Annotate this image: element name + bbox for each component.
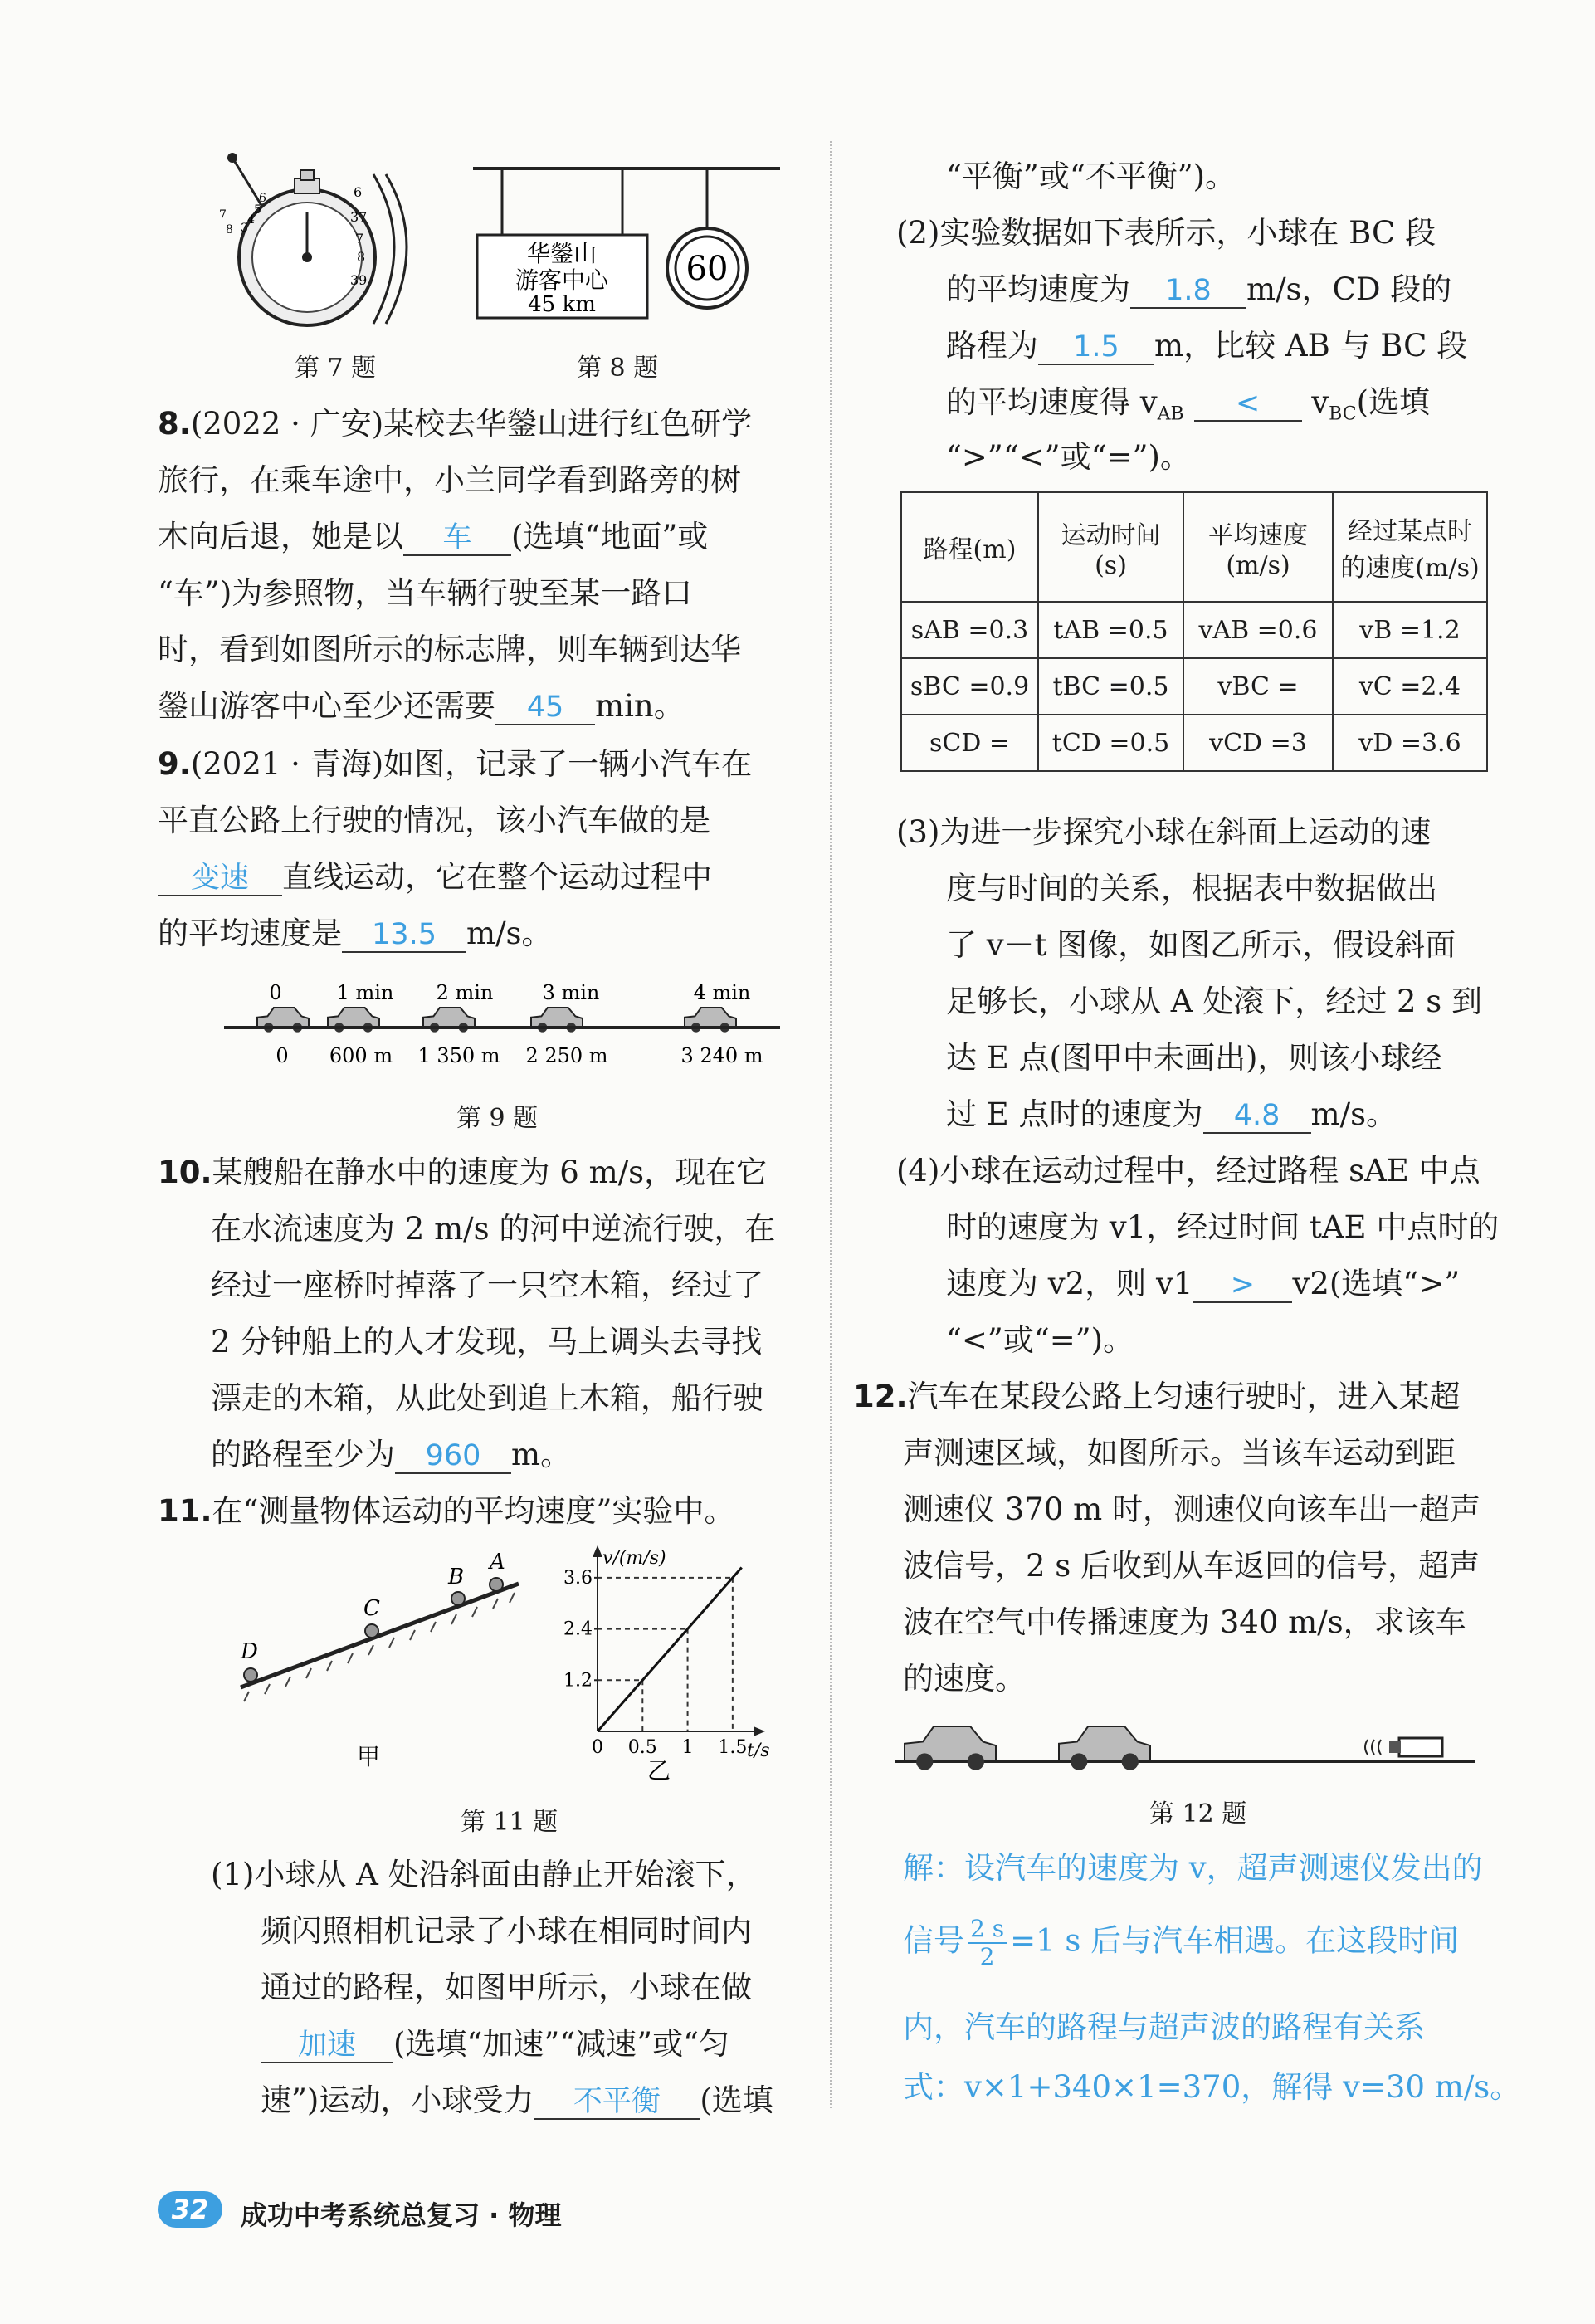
figure-caption-8: 第 8 题	[577, 354, 659, 383]
q10-line6	[211, 1436, 571, 1474]
car-wheel	[1122, 1753, 1139, 1770]
figure-sublabel-yi: 乙	[647, 1757, 671, 1783]
q11-intro	[158, 1492, 734, 1531]
q11-p4-line3	[946, 1265, 1460, 1303]
speed-detector-figure	[895, 1708, 1492, 1775]
q10-line1	[158, 1154, 767, 1192]
solution-line2	[903, 1916, 1459, 1970]
x-tick-label: 0.5	[627, 1737, 657, 1758]
q11-p2-line4	[946, 383, 1430, 433]
q10-line4: 2 分钟船上的人才发现，马上调头去寻找	[211, 1324, 763, 1360]
question-number: 8.	[158, 406, 191, 442]
stopwatch-label: 7	[355, 231, 364, 247]
car-wheel	[916, 1753, 933, 1770]
y-tick-label: 3.6	[563, 1567, 593, 1589]
q8-line2: 旅行，在乘车途中，小兰同学看到路旁的树	[158, 462, 741, 498]
car-body	[531, 1008, 583, 1027]
stopwatch-label: 8	[357, 249, 366, 265]
q11-p1-line4	[261, 2025, 729, 2063]
table-row	[901, 602, 1487, 658]
point-label-a: A	[490, 1550, 505, 1575]
time-label: 4 min	[693, 981, 751, 1004]
table-cell: sBC =0.9	[901, 658, 1038, 715]
q9-line2: 平直公路上行驶的情况，该小汽车做的是	[158, 803, 710, 838]
table-cell: vCD =3	[1183, 715, 1333, 771]
q11-answer-4: 1.5	[1038, 330, 1154, 365]
q11-text: m/s，CD 段的	[1246, 271, 1452, 307]
q8-text: (2022 · 广安)某校去华鎣山进行红色研学	[190, 406, 753, 442]
figure-caption-12: 第 12 题	[1149, 1799, 1247, 1828]
point-label-d: D	[241, 1639, 258, 1664]
stopwatch-figure	[207, 145, 456, 336]
q11-p4-line1: (4)小球在运动过程中，经过路程 sAE 中点	[896, 1153, 1480, 1189]
q12-text: 汽车在某段公路上匀速行驶时，进入某超	[907, 1379, 1461, 1414]
q11-text: (选填“加速”“减速”或“匀	[393, 2026, 730, 2062]
sign-distance: 45 km	[528, 292, 596, 317]
q11-p2-line5: “>”“<”或“=”)。	[946, 439, 1191, 475]
q11-p3-line2: 度与时间的关系，根据表中数据做出	[946, 871, 1437, 906]
q10-text: 某艘船在静水中的速度为 6 m/s，现在它	[212, 1155, 768, 1190]
q8-answer-1: 车	[403, 521, 511, 556]
table-cell: vB =1.2	[1333, 602, 1487, 658]
stopwatch-label: 7	[219, 208, 227, 222]
fraction-denominator: 2	[979, 1943, 995, 1970]
table-cell: vAB =0.6	[1183, 602, 1333, 658]
q11-p1-line6: “平衡”或“不平衡”)。	[946, 159, 1236, 194]
car-body	[423, 1008, 475, 1027]
car-body	[905, 1726, 996, 1761]
question-number: 12.	[853, 1379, 908, 1414]
q9-line3	[158, 858, 712, 896]
q8-line5: 时，看到如图所示的标志牌，则车辆到达华	[158, 632, 741, 667]
experiment-data-table	[900, 491, 1488, 772]
incline-figure	[232, 1542, 548, 1775]
y-axis-arrow	[593, 1545, 602, 1557]
series-line	[598, 1568, 742, 1731]
q11-text: 在“测量物体运动的平均速度”实验中。	[212, 1493, 735, 1529]
q11-text: 过 E 点时的速度为	[946, 1096, 1203, 1132]
q10-line3: 经过一座桥时掉落了一只空木箱，经过了	[211, 1267, 763, 1303]
table-cell: sAB =0.3	[901, 602, 1038, 658]
q9-line1	[158, 745, 752, 784]
distance-label: 0	[276, 1044, 289, 1067]
q10-line5: 漂走的木箱，从此处到追上木箱，船行驶	[211, 1380, 763, 1416]
point-label-c: C	[363, 1596, 380, 1621]
table-cell: vD =3.6	[1333, 715, 1487, 771]
q11-answer-5: <	[1194, 387, 1302, 422]
figure-caption-11: 第 11 题	[461, 1808, 558, 1837]
solution-line1: 解：设汽车的速度为 v，超声测速仪发出的	[903, 1850, 1483, 1886]
car-body	[328, 1008, 379, 1027]
question-number: 9.	[158, 746, 191, 782]
ultrasonic-wave	[1365, 1740, 1381, 1755]
subscript: BC	[1329, 403, 1357, 425]
table-cell: tAB =0.5	[1038, 602, 1183, 658]
q11-text: (选填	[700, 2082, 773, 2118]
q11-p1-line5	[261, 2082, 773, 2120]
time-label: 0	[269, 981, 282, 1004]
q8-line1	[158, 405, 752, 443]
q12-line1	[853, 1378, 1461, 1416]
question-number: 11.	[158, 1493, 212, 1529]
car-timeline-figure	[224, 979, 805, 1087]
q11-p1-line1: (1)小球从 A 处沿斜面由静止开始滚下，	[211, 1857, 757, 1892]
time-label: 1 min	[336, 981, 394, 1004]
y-axis-label: v/(m/s)	[602, 1548, 666, 1569]
q9-text: m/s。	[466, 915, 553, 951]
q11-p2-line1: (2)实验数据如下表所示，小球在 BC 段	[896, 215, 1436, 251]
car-wheel	[1071, 1753, 1087, 1770]
column-divider	[830, 141, 832, 2108]
solution-line3: 内，汽车的路程与超声波的路程有关系	[903, 2009, 1425, 2045]
q11-p4-line4: “<”或“=”)。	[946, 1322, 1134, 1358]
q11-answer-3: 1.8	[1130, 274, 1246, 309]
x-axis-label: t/s	[747, 1741, 770, 1761]
q12-line6: 的速度。	[903, 1661, 1026, 1697]
q8-text: 木向后退，她是以	[158, 519, 403, 554]
x-axis-arrow	[754, 1726, 765, 1736]
q12-line4: 波信号，2 s 后收到从车返回的信号，超声	[903, 1548, 1480, 1584]
time-label: 2 min	[436, 981, 494, 1004]
stopwatch-label: 37	[350, 209, 368, 225]
q10-text: m。	[511, 1437, 572, 1472]
q11-text: 的平均速度为	[946, 271, 1130, 307]
table-header-row	[901, 492, 1487, 602]
stopwatch-label: 6	[354, 184, 363, 200]
solution-line4: 式：v×1+340×1=370，解得 v=30 m/s。	[903, 2069, 1521, 2105]
table-cell: vBC =	[1183, 658, 1333, 715]
stopwatch-label: 5	[254, 203, 261, 217]
table-header-cell: 运动时间 (s)	[1038, 492, 1183, 602]
q9-text: (2021 · 青海)如图，记录了一辆小汽车在	[190, 746, 753, 782]
q11-p1-line2: 频闪照相机记录了小球在相同时间内	[261, 1913, 752, 1949]
car-body	[257, 1008, 309, 1027]
car-body	[685, 1008, 736, 1027]
x-tick-label: 0	[592, 1737, 603, 1758]
stopwatch-label: 3	[241, 222, 248, 235]
q10-line2: 在水流速度为 2 m/s 的河中逆流行驶，在	[211, 1211, 776, 1247]
table-header-cell: 路程(m)	[901, 492, 1038, 602]
q8-line3	[158, 518, 708, 556]
q11-text: 路程为	[946, 328, 1038, 364]
book-title: 成功中考系统总复习 · 物理	[241, 2200, 562, 2231]
q11-p3-line5: 达 E 点(图甲中未画出)，则该小球经	[946, 1040, 1442, 1076]
distance-label: 3 240 m	[680, 1044, 763, 1067]
stopwatch-label: 4	[247, 213, 255, 227]
q11-p4-line2: 时的速度为 v1，经过时间 tAE 中点时的	[946, 1209, 1500, 1245]
detector-head	[1389, 1741, 1401, 1753]
sign-destination: 华鎣山	[526, 240, 598, 267]
table-header-cell: 平均速度 (m/s)	[1183, 492, 1333, 602]
q8-line4: “车”)为参照物，当车辆行驶至某一路口	[158, 575, 693, 611]
vt-graph	[548, 1542, 797, 1783]
x-tick-label: 1	[681, 1737, 694, 1758]
subscript: AB	[1157, 403, 1184, 425]
q11-p3-line6	[946, 1096, 1397, 1134]
detector-body	[1399, 1738, 1442, 1756]
q12-line2: 声测速区域，如图所示。当该车运动到距	[903, 1435, 1456, 1471]
solution-text: =1 s 后与汽车相遇。在这段时间	[1010, 1922, 1460, 1959]
point-label-b: B	[448, 1565, 465, 1589]
fraction-numerator: 2 s	[968, 1916, 1007, 1944]
q11-p2-line2	[946, 271, 1451, 309]
q9-line4	[158, 915, 553, 953]
table-row	[901, 658, 1487, 715]
sign-destination-sub: 游客中心	[515, 266, 609, 294]
q11-text: (选填	[1356, 384, 1431, 420]
q11-text: v2(选填“>”	[1292, 1266, 1461, 1301]
q11-text: m，比较 AB 与 BC 段	[1154, 328, 1468, 364]
q11-text: v	[1311, 384, 1329, 420]
q11-p3-line1: (3)为进一步探究小球在斜面上运动的速	[896, 814, 1432, 850]
stopwatch-label: 6	[259, 192, 266, 205]
q11-p2-line3	[946, 327, 1467, 365]
q11-answer-7: >	[1193, 1268, 1292, 1303]
car-wheel	[968, 1753, 984, 1770]
q11-p3-line4: 足够长，小球从 A 处滚下，经过 2 s 到	[946, 984, 1483, 1019]
q12-line3: 测速仪 370 m 时，测速仪向该车出一超声	[903, 1492, 1480, 1527]
table-cell: vC =2.4	[1333, 658, 1487, 715]
road-sign-figure	[473, 162, 788, 344]
solution-text: 信号	[903, 1922, 964, 1959]
q9-text: 直线运动，它在整个运动过程中	[282, 859, 712, 895]
q11-text: 的平均速度得 v	[946, 384, 1158, 420]
q8-text: (选填“地面”或	[511, 519, 709, 554]
page-number-badge: 32	[158, 2191, 222, 2228]
fraction	[968, 1916, 1007, 1970]
stopwatch-label: 39	[350, 272, 368, 288]
figure-caption-9: 第 9 题	[456, 1104, 539, 1133]
time-label: 3 min	[542, 981, 600, 1004]
q11-answer-2: 不平衡	[534, 2085, 700, 2120]
q11-p3-line3: 了 v－t 图像，如图乙所示，假设斜面	[946, 927, 1456, 963]
question-number: 10.	[158, 1155, 212, 1190]
table-header-cell: 经过某点时 的速度(m/s)	[1333, 492, 1487, 602]
x-tick-label: 1.5	[718, 1737, 748, 1758]
q8-answer-2: 45	[495, 691, 595, 725]
y-tick-label: 2.4	[563, 1618, 593, 1640]
q10-answer: 960	[395, 1439, 511, 1474]
distance-label: 2 250 m	[525, 1044, 608, 1067]
q11-text: 速度为 v2，则 v1	[946, 1266, 1193, 1301]
distance-label: 600 m	[329, 1044, 393, 1067]
car-body	[1059, 1726, 1150, 1761]
q12-line5: 波在空气中传播速度为 340 m/s，求该车	[903, 1604, 1466, 1640]
table-cell: tCD =0.5	[1038, 715, 1183, 771]
figure-sublabel-jia: 甲	[357, 1743, 381, 1770]
table-row	[901, 715, 1487, 771]
q11-text: m/s。	[1310, 1096, 1397, 1132]
q10-text: 的路程至少为	[211, 1437, 395, 1472]
q9-answer-2: 13.5	[342, 918, 466, 953]
table-cell: tBC =0.5	[1038, 658, 1183, 715]
q9-answer-1: 变速	[158, 862, 282, 896]
distance-label: 1 350 m	[417, 1044, 500, 1067]
q9-text: 的平均速度是	[158, 915, 342, 951]
q8-text: min。	[595, 688, 685, 724]
q8-line6	[158, 687, 685, 725]
speed-limit-value: 60	[685, 250, 729, 288]
figure-caption-7: 第 7 题	[295, 354, 377, 383]
q11-text: 速”)运动，小球受力	[261, 2082, 534, 2118]
q11-answer-6: 4.8	[1203, 1099, 1311, 1134]
q8-text: 鎣山游客中心至少还需要	[158, 688, 495, 724]
table-cell: sCD =	[901, 715, 1038, 771]
q11-answer-1: 加速	[261, 2029, 393, 2063]
y-tick-label: 1.2	[563, 1670, 593, 1692]
stopwatch-label: 8	[226, 223, 233, 237]
q11-p1-line3: 通过的路程，如图甲所示，小球在做	[261, 1970, 752, 2005]
